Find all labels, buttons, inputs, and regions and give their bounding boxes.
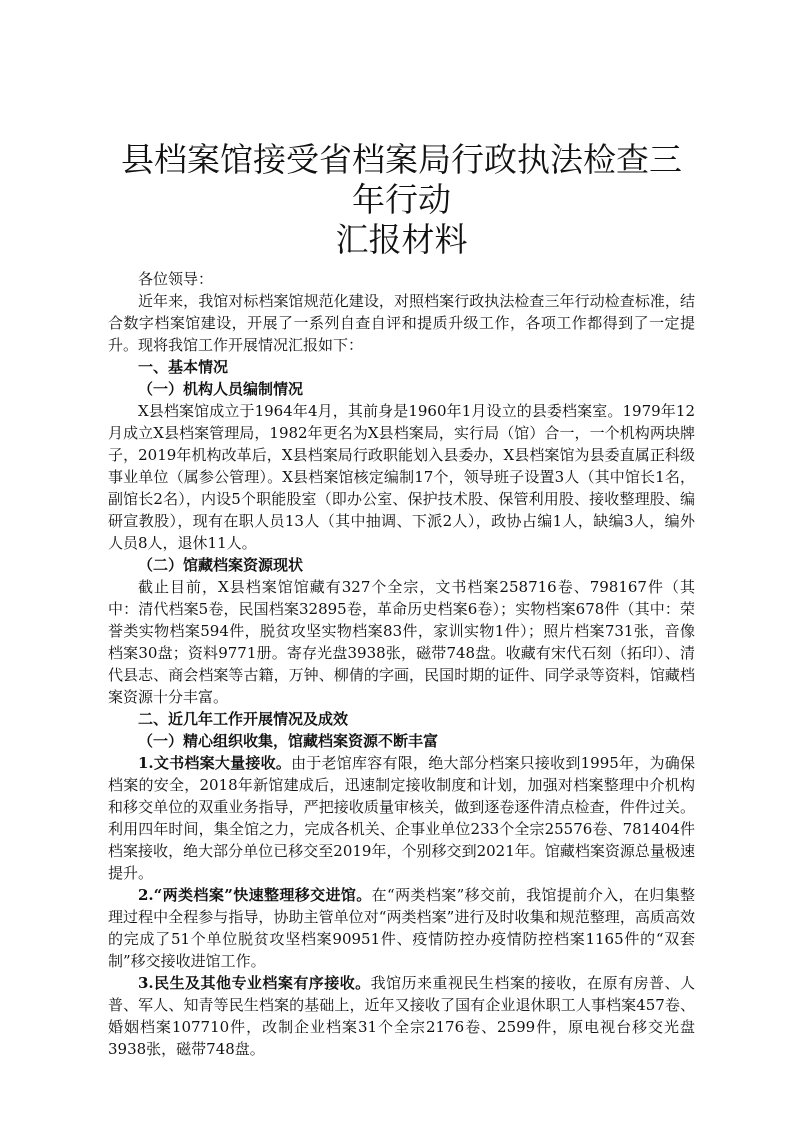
item-lead: 1.文书档案大量接收。 bbox=[138, 754, 292, 772]
section-1-2-heading: （二）馆藏档案资源现状 bbox=[138, 556, 304, 574]
list-item bbox=[108, 884, 695, 972]
item-text: 我馆历来重视民生档案的接收，在原有房普、人普、军人、知青等民生档案的基础上，近年又接收了国有企业退休职工人事档案457卷、婚姻档案107710件，改制企业档案31个全宗2176卷、2599件，原电视台移交光盘3938张，磁带748盘。 bbox=[108, 974, 695, 1058]
section-1-1-heading: （一）机构人员编制情况 bbox=[138, 380, 304, 398]
item-lead: 3.民生及其他专业档案有序接收。 bbox=[138, 974, 371, 992]
document-title bbox=[108, 140, 695, 260]
title-line-2: 汇报材料 bbox=[335, 220, 468, 259]
document-page bbox=[108, 140, 695, 1060]
item-text: 由于老馆库容有限，绝大部分档案只接收到1995年，为确保档案的安全，2018年新馆建成后，迅速制定接收制度和计划，加强对档案整理中介机构和移交单位的双重业务指导，严把接收质量审核关，做到逐卷逐件清点检查，件件过关。利用四年时间，集全馆之力，完成各机关、企事业单位233个全宗25576卷、781404件档案接收，绝大部分单位已移交至2019年，个别移交到2021年。馆藏档案资源总量极速提升。 bbox=[108, 754, 695, 882]
title-line-1: 县档案馆接受省档案局行政执法检查三年行动 bbox=[121, 140, 682, 219]
list-item bbox=[108, 972, 695, 1060]
salutation: 各位领导： bbox=[138, 270, 214, 288]
intro-paragraph: 近年来，我馆对标档案馆规范化建设，对照档案行政执法检查三年行动检查标准，结合数字档案馆建设，开展了一系列自查自评和提质升级工作，各项工作都得到了一定提升。现将我馆工作开展情况汇报如下： bbox=[108, 292, 695, 354]
item-lead: 2.“两类档案”快速整理移交进馆。 bbox=[138, 886, 372, 904]
section-1-heading: 一、基本情况 bbox=[138, 358, 229, 376]
section-2-heading: 二、近几年工作开展情况及成效 bbox=[138, 710, 349, 728]
list-item bbox=[108, 752, 695, 884]
section-1-1-paragraph: X县档案馆成立于1964年4月，其前身是1960年1月设立的县委档案室。1979年12月成立X县档案管理局，1982年更名为X县档案局，实行局（馆）合一，一个机构两块牌子，2019年机构改革后，X县档案局行政职能划入县委办，X县档案馆为县委直属正科级事业单位（属参公管理）。X县档案馆核定编制17个，领导班子设置3人（其中馆长1名，副馆长2名），内设5个职能股室（即办公室、保护技术股、保管利用股、接收整理股、编研宣教股），现有在职人员13人（其中抽调、下派2人），政协占编1人，缺编3人，编外人员8人，退休11人。 bbox=[108, 402, 695, 552]
item-text: 在“两类档案”移交前，我馆提前介入，在归集整理过程中全程参与指导，协助主管单位对“两类档案”进行及时收集和规范整理，高质高效的完成了51个单位脱贫攻坚档案90951件、疫情防控办疫情防控档案1165件的“双套制”移交接收进馆工作。 bbox=[108, 886, 695, 970]
section-1-2-paragraph: 截止目前，X县档案馆馆藏有327个全宗，文书档案258716卷、798167件（其中：清代档案5卷，民国档案32895卷，革命历史档案6卷）；实物档案678件（其中：荣誉类实物档案594件，脱贫攻坚实物档案83件，家训实物1件）；照片档案731张，音像档案30盘；资料9771册。寄存光盘3938张，磁带748盘。收藏有宋代石刻（拓印）、清代县志、商会档案等古籍，万钟、柳倩的字画，民国时期的证件、同学录等资料，馆藏档案资源十分丰富。 bbox=[108, 578, 695, 706]
section-2-1-heading: （一）精心组织收集，馆藏档案资源不断丰富 bbox=[138, 732, 439, 750]
